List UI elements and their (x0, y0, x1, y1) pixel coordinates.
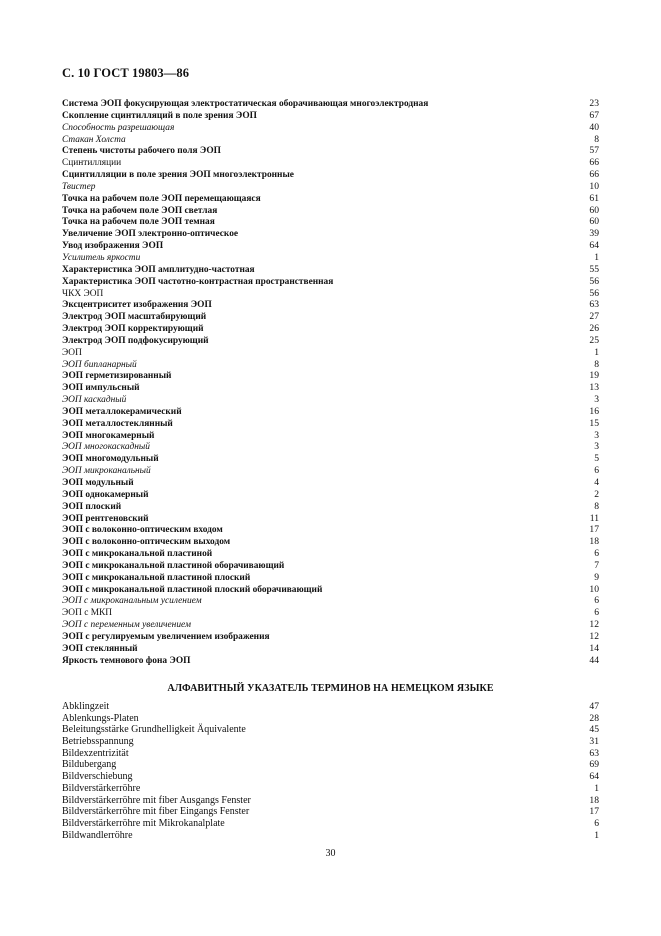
index-term: Bildverstärkerröhre mit fiber Eingangs Fenster (62, 806, 250, 818)
index-term: Beleitungsstärke Grundhelligkeit Äquivalente (62, 724, 246, 736)
index-term: ЭОП с микроканальной пластиной оборачивающий (62, 560, 285, 571)
index-page-ref: 1 (594, 346, 599, 358)
index-page-ref: 3 (594, 429, 599, 441)
index-page-ref: 9 (594, 571, 599, 583)
index-entry (62, 818, 599, 830)
index-term: Способность разрешающая (62, 122, 175, 133)
index-term: Электрод ЭОП масштабирующий (62, 312, 207, 323)
index-page-ref: 6 (594, 548, 599, 560)
index-entry (62, 264, 599, 276)
index-term: Степень чистоты рабочего поля ЭОП (62, 146, 221, 157)
index-page-ref: 3 (594, 394, 599, 406)
index-term: Betriebsspannung (62, 736, 134, 748)
index-entry (62, 477, 599, 489)
index-term: ЭОП с микроканальной пластиной плоский (62, 572, 251, 583)
index-page-ref: 4 (594, 477, 599, 488)
index-page-ref: 60 (589, 216, 599, 228)
index-term: ЭОП многокаскадный (62, 442, 150, 453)
index-page-ref: 55 (589, 263, 599, 275)
index-page-ref: 56 (589, 275, 599, 287)
index-term: Сцинтилляции в поле зрения ЭОП многоэлектронные (62, 170, 294, 181)
index-entry (62, 276, 599, 288)
index-page-ref: 10 (589, 180, 599, 192)
index-page-ref: 7 (594, 559, 599, 571)
index-term: ЭОП с микроканальным усилением (62, 596, 202, 607)
index-term: Точка на рабочем поле ЭОП темная (62, 217, 215, 228)
index-entry (62, 748, 599, 760)
index-term: ЭОП герметизированный (62, 371, 172, 382)
index-term: ЭОП с волоконно-оптическим входом (62, 525, 223, 536)
index-entry (62, 252, 599, 264)
index-term: Bildubergang (62, 759, 117, 771)
index-entry (62, 631, 599, 643)
index-entry (62, 335, 599, 347)
index-page-ref: 64 (589, 240, 599, 252)
index-page-ref: 3 (594, 441, 599, 453)
index-term: ЭОП каскадный (62, 395, 127, 406)
index-page-ref: 56 (589, 287, 599, 299)
index-page-ref: 6 (594, 607, 599, 619)
index-entry (62, 382, 599, 394)
index-page-ref: 64 (589, 771, 599, 783)
index-entry (62, 406, 599, 418)
index-entry (62, 216, 599, 228)
index-entry (62, 169, 599, 181)
index-term: Яркость темнового фона ЭОП (62, 655, 191, 666)
index-entry (62, 205, 599, 217)
index-entry (62, 513, 599, 525)
index-term: Электрод ЭОП подфокусирующий (62, 335, 209, 346)
index-term: Ablenkungs-Platen (62, 712, 139, 724)
index-entry (62, 370, 599, 382)
index-term: Характеристика ЭОП частотно-контрастная пространственная (62, 276, 334, 287)
index-page-ref: 1 (594, 251, 599, 263)
index-term: Эксцентриситет изображения ЭОП (62, 300, 212, 311)
index-entry (62, 122, 599, 134)
index-entry (62, 489, 599, 501)
index-term: Bildverstärkerröhre (62, 782, 141, 794)
index-term: ЭОП с регулируемым увеличением изображения (62, 631, 270, 642)
index-entry (62, 228, 599, 240)
index-page-ref: 28 (589, 712, 599, 724)
index-entry (62, 418, 599, 430)
index-entry (62, 783, 599, 795)
index-page-ref: 66 (589, 157, 599, 169)
index-entry (62, 465, 599, 477)
index-entry (62, 713, 599, 725)
index-page-ref: 18 (589, 794, 599, 806)
index-term: Характеристика ЭОП амплитудно-частотная (62, 264, 255, 275)
index-entry (62, 157, 599, 169)
index-page-ref: 19 (589, 370, 599, 382)
index-entry (62, 830, 599, 842)
index-entry (62, 536, 599, 548)
index-entry (62, 430, 599, 442)
index-entry (62, 724, 599, 736)
index-page-ref: 11 (589, 512, 599, 524)
index-term: ЭОП плоский (62, 501, 122, 512)
index-term: ЧКХ ЭОП (62, 288, 104, 299)
index-entry (62, 560, 599, 572)
index-entry (62, 299, 599, 311)
index-page-ref: 23 (589, 98, 599, 109)
index-term: ЭОП однокамерный (62, 489, 149, 500)
index-term: ЭОП с микроканальной пластиной (62, 549, 213, 560)
index-entry (62, 181, 599, 193)
index-entry (62, 453, 599, 465)
index-entry (62, 595, 599, 607)
index-entry (62, 288, 599, 300)
index-entry (62, 347, 599, 359)
index-term: ЭОП с МКП (62, 608, 113, 619)
index-term: Электрод ЭОП корректирующий (62, 324, 204, 335)
index-term: ЭОП металлостеклянный (62, 418, 173, 429)
index-page-ref: 12 (589, 630, 599, 642)
index-entry (62, 240, 599, 252)
index-page-ref: 8 (594, 500, 599, 512)
index-entry (62, 771, 599, 783)
index-page-ref: 13 (589, 382, 599, 394)
index-page-ref: 45 (589, 724, 599, 736)
index-term: Bildexzentrizität (62, 747, 129, 759)
index-term: Bildverschiebung (62, 771, 133, 783)
index-page-ref: 15 (589, 417, 599, 429)
index-term: Система ЭОП фокусирующая электростатическая оборачивающая многоэлектродная (62, 99, 429, 109)
index-term: Abklingzeit (62, 701, 110, 712)
index-entry (62, 736, 599, 748)
index-page-ref: 60 (589, 204, 599, 216)
index-term: ЭОП с волоконно-оптическим выходом (62, 537, 231, 548)
index-entry (62, 134, 599, 146)
index-entry (62, 607, 599, 619)
index-entry (62, 98, 599, 110)
index-page-ref: 47 (589, 701, 599, 712)
index-entry (62, 655, 599, 667)
index-page-ref: 18 (589, 536, 599, 548)
index-page-ref: 63 (589, 299, 599, 311)
index-page-ref: 6 (594, 595, 599, 607)
index-term: Точка на рабочем поле ЭОП светлая (62, 205, 218, 216)
index-term: Bildverstärkerröhre mit Mikrokanalplate (62, 817, 225, 829)
index-page-ref: 26 (589, 323, 599, 335)
index-page-ref: 17 (589, 806, 599, 818)
index-term: ЭОП многомодульный (62, 454, 159, 465)
index-entry (62, 193, 599, 205)
index-page-ref: 6 (594, 817, 599, 829)
index-page-ref: 6 (594, 465, 599, 477)
index-term: ЭОП с микроканальной пластиной плоский оборачивающий (62, 584, 323, 595)
index-entry (62, 501, 599, 513)
index-page-ref: 25 (589, 334, 599, 346)
index-page-ref: 66 (589, 169, 599, 181)
index-page-ref: 8 (594, 358, 599, 370)
index-entry (62, 359, 599, 371)
index-page-ref: 1 (594, 829, 599, 841)
index-page-ref: 16 (589, 405, 599, 417)
index-entry (62, 145, 599, 157)
index-entry (62, 643, 599, 655)
index-page-ref: 5 (594, 453, 599, 465)
index-term: Увеличение ЭОП электронно-оптическое (62, 229, 239, 240)
index-page-ref: 57 (589, 145, 599, 157)
index-page-ref: 69 (589, 759, 599, 771)
index-page-ref: 12 (589, 619, 599, 631)
index-term: ЭОП рентгеновский (62, 513, 149, 524)
index-page-ref: 40 (589, 121, 599, 133)
index-page-ref: 8 (594, 133, 599, 145)
page-header: С. 10 ГОСТ 19803—86 (62, 66, 190, 80)
index-term: ЭОП микроканальный (62, 466, 151, 477)
index-entry (62, 795, 599, 807)
index-page-ref: 67 (589, 109, 599, 121)
page-number: 30 (325, 848, 336, 859)
index-entry (62, 323, 599, 335)
german-terms-index (62, 701, 599, 841)
index-term: ЭОП многокамерный (62, 430, 155, 441)
index-page-ref: 61 (589, 192, 599, 204)
index-page-ref: 1 (594, 782, 599, 794)
index-term: Усилитель яркости (62, 252, 141, 263)
index-term: Увод изображения ЭОП (62, 241, 164, 252)
index-term: Скопление сцинтилляций в поле зрения ЭОП (62, 110, 257, 121)
russian-terms-index (62, 98, 599, 667)
index-page-ref: 14 (589, 642, 599, 654)
index-term: Сцинтилляции (62, 158, 122, 169)
index-entry (62, 441, 599, 453)
index-page-ref: 17 (589, 524, 599, 536)
index-term: ЭОП бипланарный (62, 359, 137, 370)
index-page-ref: 10 (589, 583, 599, 595)
index-page-ref: 39 (589, 228, 599, 240)
index-page-ref: 44 (589, 654, 599, 666)
index-page-ref: 2 (594, 488, 599, 500)
index-term: ЭОП модульный (62, 478, 134, 488)
index-entry (62, 806, 599, 818)
index-entry (62, 524, 599, 536)
index-entry (62, 548, 599, 560)
index-page-ref: 27 (589, 311, 599, 323)
index-page-ref: 31 (589, 736, 599, 748)
index-term: ЭОП металлокерамический (62, 406, 182, 417)
index-term: Стакан Холста (62, 134, 126, 145)
index-entry (62, 572, 599, 584)
german-index-title: АЛФАВИТНЫЙ УКАЗАТЕЛЬ ТЕРМИНОВ НА НЕМЕЦКОМ ЯЗЫКЕ (167, 683, 494, 694)
index-entry (62, 311, 599, 323)
index-entry (62, 394, 599, 406)
index-term: Bildverstärkerröhre mit fiber Ausgangs Fenster (62, 794, 251, 806)
index-term: Bildwandlerröhre (62, 829, 133, 841)
index-entry (62, 759, 599, 771)
index-entry (62, 701, 599, 713)
index-term: ЭОП стеклянный (62, 643, 138, 654)
index-term: Точка на рабочем поле ЭОП перемещающаяся (62, 193, 261, 204)
index-entry (62, 584, 599, 596)
index-term: ЭОП с переменным увеличением (62, 620, 191, 631)
index-entry (62, 619, 599, 631)
index-term: ЭОП (62, 347, 82, 358)
index-term: ЭОП импульсный (62, 383, 140, 394)
index-entry (62, 110, 599, 122)
index-term: Твистер (62, 181, 96, 192)
index-page-ref: 63 (589, 747, 599, 759)
